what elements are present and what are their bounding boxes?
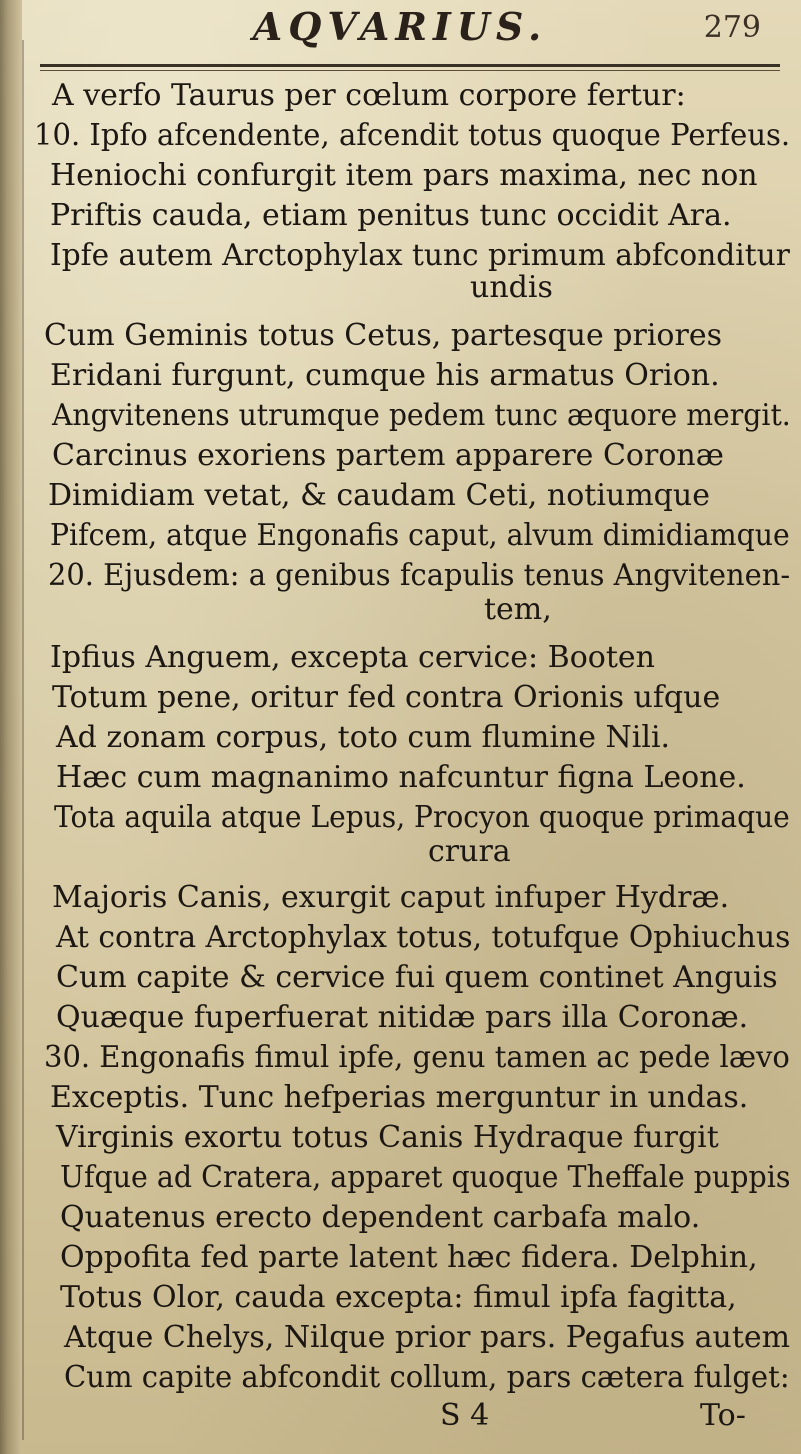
verse-line-turnover: crura [428,834,511,869]
verse-line: Pifcem, atque Engonafis caput, alvum dimidiamque [50,518,790,553]
verse-line: Totum pene, oritur fed contra Orionis ufque [52,680,721,715]
verse-line: Priftis cauda, etiam penitus tunc occidit Ara. [50,198,732,233]
catchword: To- [700,1398,746,1433]
verse-line: Eridani furgunt, cumque his armatus Orion. [50,358,720,393]
page-number: 279 [703,10,761,45]
verse-line: Carcinus exoriens partem apparere Coronæ [52,438,724,473]
verse-line: Quatenus erecto dependent carbafa malo. [60,1200,701,1235]
verse-line: A verfo Taurus per cœlum corpore fertur: [52,78,686,113]
verse-line: Ipfe autem Arctophylax tunc primum abfconditur [50,238,790,273]
verse-line: At contra Arctophylax totus, totufque Ophiuchus [56,920,791,955]
verse-line: Dimidiam vetat, & caudam Ceti, notiumque [48,478,710,513]
verse-line: Totus Olor, cauda excepta: fimul ipfa fagitta, [60,1280,737,1315]
verse-line: Atque Chelys, Nilque prior pars. Pegafus autem [64,1320,791,1355]
verse-line: Exceptis. Tunc hefperias merguntur in undas. [50,1080,749,1115]
verse-line: Tota aquila atque Lepus, Procyon quoque primaque [54,800,790,835]
verse-line: 30. Engonafis fimul ipfe, genu tamen ac pede lævo [44,1040,790,1075]
verse-line: Quæque fuperfuerat nitidæ pars illa Coronæ. [56,1000,749,1035]
verse-line: Ufque ad Cratera, apparet quoque Theffale puppis [60,1160,791,1195]
verse-line: Oppofita fed parte latent hæc fidera. Delphin, [60,1240,758,1275]
verse-line: Heniochi confurgit item pars maxima, nec non [50,158,758,193]
verse-line: Hæc cum magnanimo nafcuntur figna Leone. [56,760,746,795]
verse-line: Majoris Canis, exurgit caput infuper Hydræ. [52,880,730,915]
verse-line-turnover: tem, [484,592,552,627]
running-head: AQVARIUS. [252,4,548,49]
gutter-rule [22,40,24,1440]
verse-line: Ipfius Anguem, excepta cervice: Booten [50,640,655,675]
signature-mark: S 4 [440,1398,490,1433]
verse-line: 10. Ipfo afcendente, afcendit totus quoque Perfeus. [34,118,791,153]
verse-line: Cum capite & cervice fui quem continet Anguis [56,960,778,995]
binding-gutter [0,0,22,1454]
verse-line: 20. Ejusdem: a genibus fcapulis tenus Angvitenen- [48,558,791,593]
header-rule-thin [40,70,780,71]
verse-line: Cum Geminis totus Cetus, partesque priores [44,318,722,353]
verse-line: Virginis exortu totus Canis Hydraque furgit [56,1120,719,1155]
verse-line: Ad zonam corpus, toto cum flumine Nili. [56,720,671,755]
verse-line-turnover: undis [470,270,553,305]
verse-line: Cum capite abfcondit collum, pars cætera fulget: [64,1360,790,1395]
header-rule [40,64,780,67]
verse-line: Angvitenens utrumque pedem tunc æquore mergit. [52,398,791,433]
